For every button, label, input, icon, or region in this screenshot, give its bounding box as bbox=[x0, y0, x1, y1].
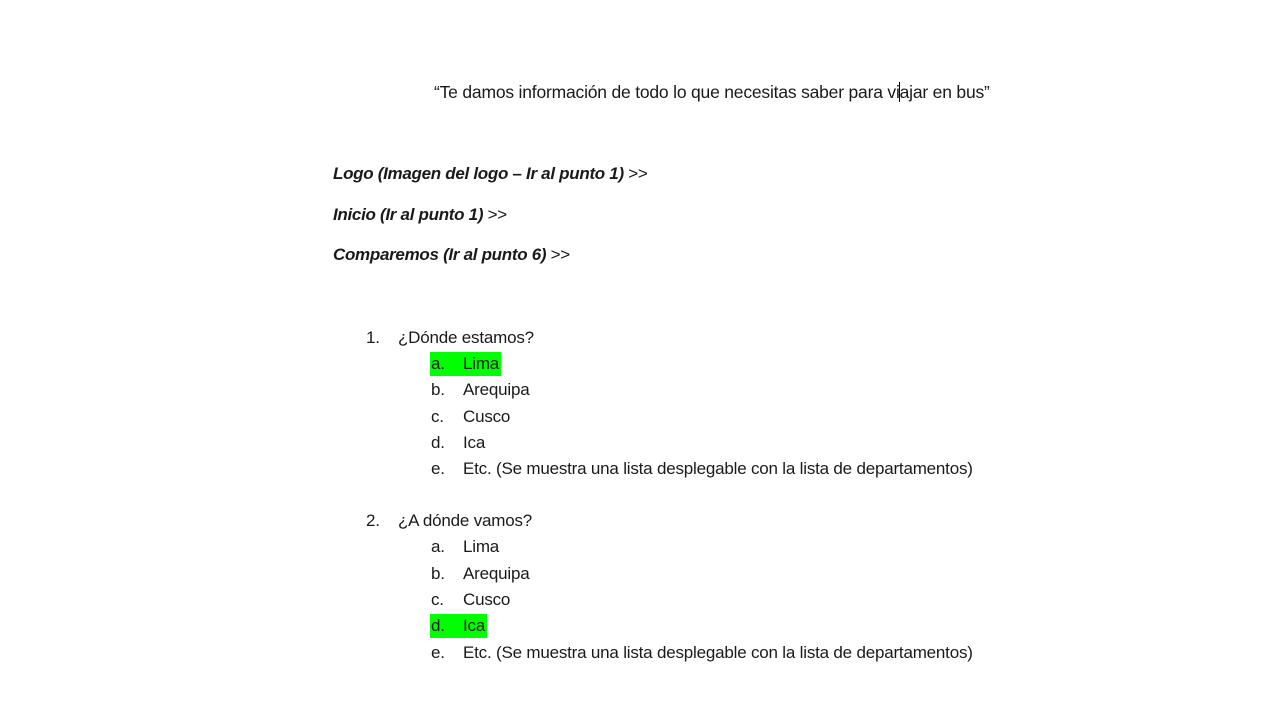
nav-inicio-arrows: >> bbox=[487, 205, 507, 224]
option-text: Ica bbox=[463, 433, 486, 452]
option-text: Cusco bbox=[463, 590, 511, 609]
question-text: ¿Dónde estamos? bbox=[398, 328, 534, 347]
nav-logo-link[interactable] bbox=[333, 164, 648, 184]
option-text: Lima bbox=[463, 354, 500, 373]
nav-comparemos-arrows: >> bbox=[550, 245, 570, 264]
option-letter: b. bbox=[431, 380, 445, 399]
nav-inicio-label: Inicio (Ir al punto 1) bbox=[333, 205, 484, 224]
nav-comparemos-link[interactable] bbox=[333, 245, 570, 265]
option-letter: c. bbox=[431, 407, 444, 426]
tagline bbox=[434, 82, 990, 103]
question-number: 2. bbox=[366, 511, 380, 530]
option-q1-lima[interactable] bbox=[430, 352, 501, 376]
nav-logo-arrows: >> bbox=[628, 164, 648, 183]
question-number: 1. bbox=[366, 328, 380, 347]
option-text: Arequipa bbox=[463, 380, 530, 399]
nav-inicio-link[interactable] bbox=[333, 205, 507, 225]
option-letter: a. bbox=[431, 354, 445, 373]
option-q2-ica[interactable] bbox=[430, 614, 487, 638]
nav-comparemos-label: Comparemos (Ir al punto 6) bbox=[333, 245, 547, 264]
option-text: Etc. (Se muestra una lista desplegable con la lista de departamentos) bbox=[463, 459, 973, 478]
option-letter: e. bbox=[431, 459, 445, 478]
option-letter: d. bbox=[431, 616, 445, 635]
option-letter: c. bbox=[431, 590, 444, 609]
tagline-text-end: ajar en bus” bbox=[899, 82, 990, 102]
option-letter: b. bbox=[431, 564, 445, 583]
question-text: ¿A dónde vamos? bbox=[398, 511, 533, 530]
option-text: Arequipa bbox=[463, 564, 530, 583]
option-text: Etc. (Se muestra una lista desplegable con la lista de departamentos) bbox=[463, 643, 973, 662]
nav-logo-label: Logo (Imagen del logo – Ir al punto 1) bbox=[333, 164, 624, 183]
option-text: Lima bbox=[463, 537, 500, 556]
option-letter: d. bbox=[431, 433, 445, 452]
tagline-text-start: “Te damos información de todo lo que necesitas saber para vi bbox=[434, 82, 900, 102]
option-letter: e. bbox=[431, 643, 445, 662]
option-text: Ica bbox=[463, 616, 486, 635]
option-text: Cusco bbox=[463, 407, 511, 426]
option-letter: a. bbox=[431, 537, 445, 556]
